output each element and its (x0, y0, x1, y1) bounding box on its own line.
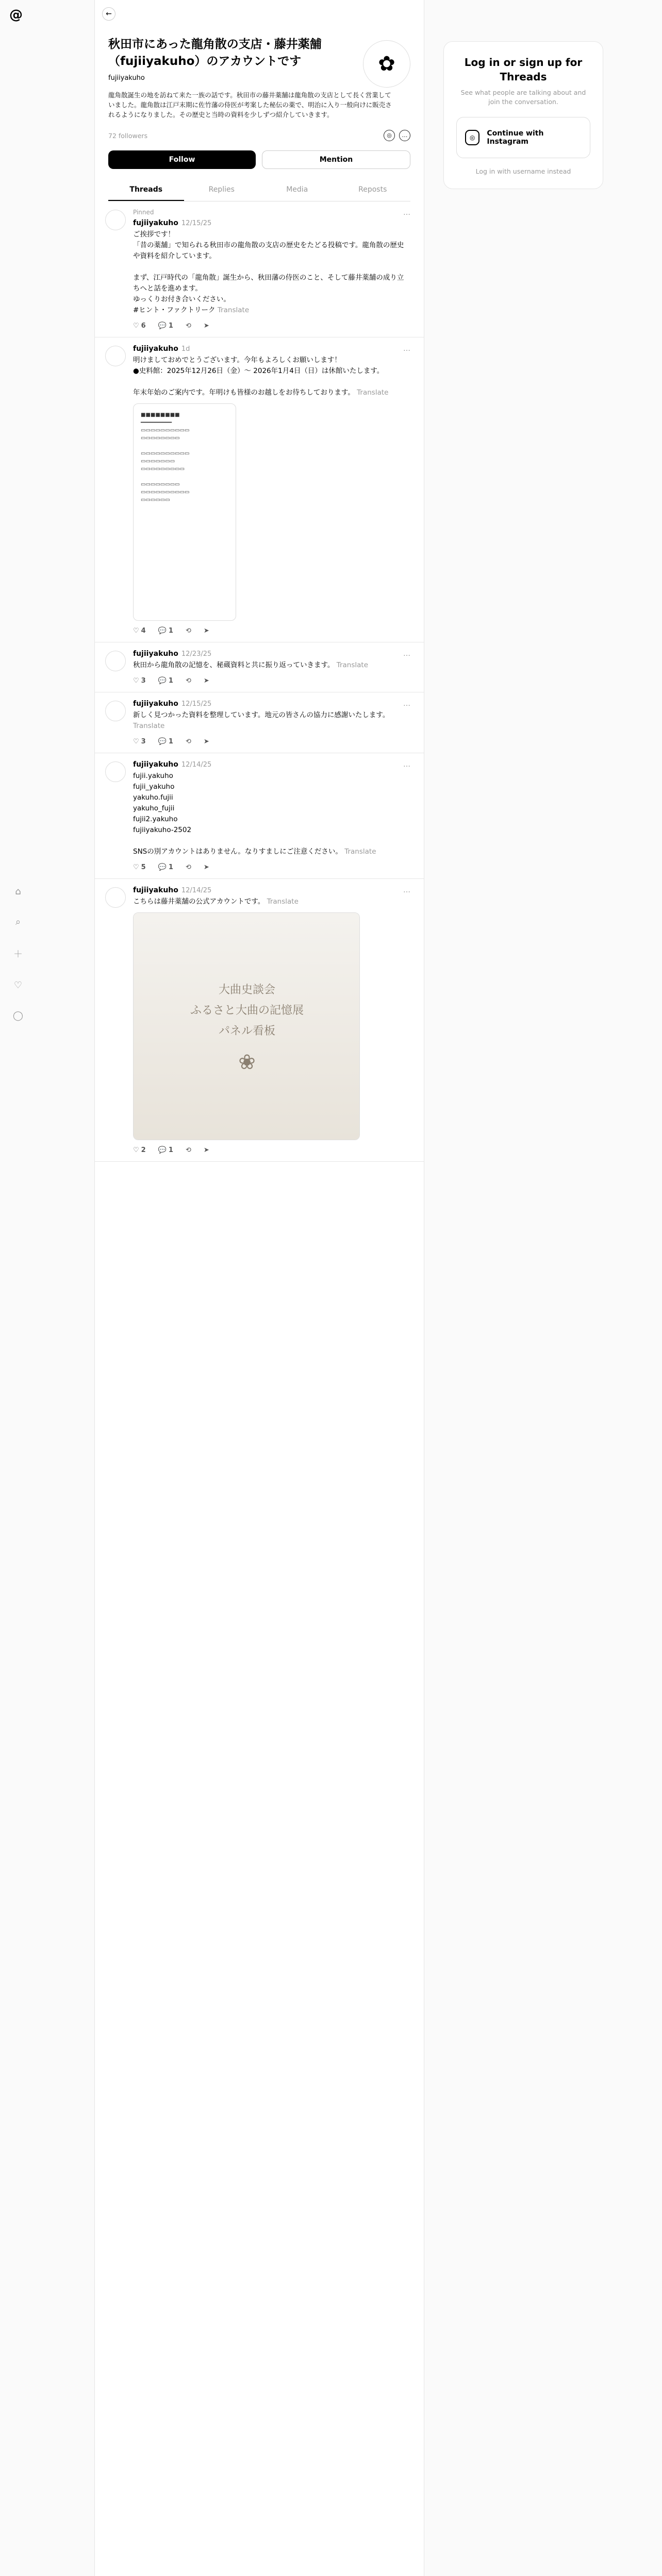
translate-link[interactable]: Translate (217, 306, 250, 314)
profile-header (95, 0, 424, 201)
post[interactable] (95, 692, 424, 753)
reply-count: 1 (168, 677, 173, 685)
reply-count: 1 (168, 863, 173, 871)
flower-icon: ❀ (238, 1050, 256, 1074)
post-date: 12/14/25 (181, 761, 212, 769)
like-button[interactable]: ♡ 3 (133, 677, 146, 685)
repost-icon[interactable]: ⟲ (185, 738, 191, 745)
reply-button[interactable]: 💬 1 (158, 863, 173, 871)
like-button[interactable]: ♡ 3 (133, 738, 146, 745)
post-avatar[interactable] (105, 761, 126, 782)
post-author[interactable] (133, 345, 410, 353)
post-image[interactable] (133, 912, 360, 1140)
post-date: 1d (181, 345, 190, 353)
tab-threads[interactable]: Threads (108, 179, 184, 201)
panel-line-3: パネル看板 (218, 1025, 275, 1038)
pinned-label: Pinned (133, 209, 154, 216)
profile-icons (379, 130, 410, 141)
translate-link[interactable]: Translate (344, 848, 376, 856)
like-count: 6 (141, 322, 146, 330)
instagram-icon[interactable]: ◎ (384, 130, 395, 141)
follow-row (108, 130, 410, 141)
post-text (133, 710, 410, 732)
right-panel (443, 41, 603, 189)
post-text (133, 896, 410, 907)
post-author[interactable] (133, 219, 410, 227)
post[interactable] (95, 642, 424, 692)
more-icon[interactable]: … (403, 650, 410, 658)
post-username[interactable]: fujiiyakuho (133, 650, 178, 658)
reply-button[interactable]: 💬 1 (158, 738, 173, 745)
login-title: Log in or sign up for Threads (464, 56, 583, 83)
post-actions (133, 627, 410, 635)
post-avatar[interactable] (105, 887, 126, 908)
post[interactable] (95, 879, 424, 1162)
post-text (133, 355, 410, 398)
post-author[interactable] (133, 760, 410, 769)
translate-link[interactable]: Translate (336, 661, 369, 669)
repost-icon[interactable]: ⟲ (185, 322, 191, 330)
post[interactable] (95, 753, 424, 879)
post-date: 12/15/25 (181, 219, 212, 227)
post-actions (133, 677, 410, 685)
post-body: 秋田から龍角散の記憶を、秘蔵資料と共に振り返っていきます。 (133, 661, 335, 669)
post-username[interactable]: fujiiyakuho (133, 345, 178, 353)
instagram-icon: ◎ (465, 130, 479, 145)
post-author[interactable] (133, 886, 410, 894)
create-icon[interactable]: ＋ (13, 949, 23, 960)
like-count: 3 (141, 677, 146, 685)
post-text (133, 660, 410, 671)
post-text (133, 771, 410, 857)
post-actions (133, 322, 410, 330)
post-avatar[interactable] (105, 701, 126, 721)
post-actions (133, 863, 410, 871)
threads-logo-icon[interactable]: @ (9, 7, 23, 23)
post-body: fujii.yakuho fujii_yakuho yakuho.fujii yakuho_fujii fujii2.yakuho fujiiyakuho-2502 SNSの別アカウントはありません。なりすましにご注意ください。 (133, 772, 342, 856)
like-button[interactable]: ♡ 6 (133, 322, 146, 330)
reply-button[interactable]: 💬 1 (158, 677, 173, 685)
reply-button[interactable]: 💬 1 (158, 322, 173, 330)
post[interactable] (95, 337, 424, 642)
more-icon[interactable]: … (403, 700, 410, 708)
post[interactable] (95, 201, 424, 337)
follow-button[interactable]: Follow (108, 150, 256, 169)
share-icon[interactable]: ➤ (203, 677, 209, 685)
back-button[interactable]: ← (102, 7, 115, 21)
login-card (443, 41, 603, 189)
post-date: 12/15/25 (181, 700, 212, 708)
profile-feed (94, 0, 424, 2576)
post-actions (133, 738, 410, 745)
profile-handle: fujiiyakuho (108, 74, 145, 82)
more-icon[interactable]: … (403, 209, 410, 217)
like-button[interactable]: ♡ 4 (133, 627, 146, 635)
share-icon[interactable]: ➤ (203, 627, 209, 635)
notice-image: ■■■■■■■■ ━━━━━━━━━━ ▭▭▭▭▭▭▭▭▭▭ ▭▭▭▭▭▭▭▭ ▭▭▭▭▭▭▭▭▭▭ ▭▭▭▭▭▭▭ ▭▭▭▭▭▭▭▭▭ ▭▭▭▭▭▭▭▭ ▭▭▭▭▭▭▭▭▭▭ ▭▭▭▭▭▭ (141, 412, 190, 503)
action-row (108, 150, 410, 169)
more-icon[interactable]: … (403, 345, 410, 353)
post-avatar[interactable] (105, 210, 126, 230)
reply-count: 1 (168, 1146, 173, 1154)
profile-bio: 龍角散誕生の地を訪ねて来た一族の話です。秋田市の藤井薬舗は龍角散の支店として長く営業していました。龍角散は江戸末期に佐竹藩の侍医が考案した秘伝の薬で、明治に入り一般向けに販売されるようになりました。その歴史と当時の資料を少しずつ紹介していきます。 (108, 91, 392, 118)
post-text (133, 229, 410, 316)
post-username[interactable]: fujiiyakuho (133, 886, 178, 894)
reply-button[interactable]: 💬 1 (158, 627, 173, 635)
more-icon[interactable]: … (403, 760, 410, 769)
translate-link[interactable]: Translate (133, 722, 165, 730)
reply-button[interactable]: 💬 1 (158, 1146, 173, 1154)
like-count: 3 (141, 738, 146, 745)
panel-line-1: 大曲史談会 (218, 984, 275, 996)
share-icon[interactable]: ➤ (203, 738, 209, 745)
avatar: ✿ (363, 40, 410, 88)
post-username[interactable]: fujiiyakuho (133, 700, 178, 708)
instagram-login-button[interactable] (456, 117, 590, 158)
panel-image (134, 913, 360, 1140)
tab-reposts[interactable]: Reposts (358, 185, 387, 194)
post-body: こちらは藤井薬舗の公式アカウントです。 (133, 897, 265, 906)
post-avatar[interactable] (105, 651, 126, 671)
activity-icon[interactable]: ♡ (13, 980, 23, 991)
repost-icon[interactable]: ⟲ (185, 1146, 191, 1154)
repost-icon[interactable]: ⟲ (185, 627, 191, 635)
followers-count[interactable]: 72 followers (108, 131, 148, 140)
post-username[interactable]: fujiiyakuho (133, 760, 178, 769)
login-subtitle: See what people are talking about and join the conversation. (460, 89, 586, 106)
panel-line-2: ふるさと大曲の記憶展 (190, 1004, 304, 1017)
post-actions (133, 1146, 410, 1154)
share-icon[interactable]: ➤ (203, 322, 209, 330)
post-date: 12/23/25 (181, 650, 212, 658)
like-button[interactable]: ♡ 2 (133, 1146, 146, 1154)
translate-link[interactable]: Translate (267, 897, 299, 906)
translate-link[interactable]: Translate (357, 388, 389, 397)
share-icon[interactable]: ➤ (203, 863, 209, 871)
post-author[interactable] (133, 650, 410, 658)
more-icon[interactable]: … (399, 130, 410, 141)
post-author[interactable] (133, 700, 410, 708)
post-body: 明けましておめでとうございます。今年もよろしくお願いします！ ●史料館：2025年12月26日（金）〜 2026年1月4日（日）は休館いたします。 年末年始のご案内です。年明けも皆様のお越しをお待ちしております。 (133, 356, 384, 397)
tab-replies[interactable]: Replies (208, 185, 235, 194)
post-date: 12/14/25 (181, 887, 212, 894)
share-icon[interactable]: ➤ (203, 1146, 209, 1154)
like-count: 4 (141, 627, 146, 635)
home-icon[interactable]: ⌂ (15, 886, 21, 897)
like-count: 5 (141, 863, 146, 871)
reply-count: 1 (168, 322, 173, 330)
reply-count: 1 (168, 627, 173, 635)
profile-tabs (108, 179, 410, 201)
left-nav (10, 886, 26, 1041)
like-button[interactable]: ♡ 5 (133, 863, 146, 871)
instagram-login-label: Continue with Instagram (487, 129, 544, 146)
like-count: 2 (141, 1146, 146, 1154)
post-body: ご挨拶です！ 「昔の薬舗」で知られる秋田市の龍角散の支店の歴史をたどる投稿です。龍角散の歴史や資料を紹介しています。 まず、江戸時代の「龍角散」誕生から、秋田藩の侍医のこと、そして藤井薬舗の成り立ちへと話を進めます。 ゆっくりお付き合いください。 #ヒント・ファクトリーク (133, 230, 404, 314)
post-username[interactable]: fujiiyakuho (133, 219, 178, 227)
repost-icon[interactable]: ⟲ (185, 863, 191, 871)
profile-name: 秋田市にあった龍角散の支店・藤井薬舗（fujiiyakuho）のアカウントです (108, 38, 322, 68)
tab-media[interactable]: Media (286, 185, 308, 194)
mention-button[interactable]: Mention (262, 150, 410, 169)
profile-icon[interactable]: ◯ (12, 1010, 24, 1021)
repost-icon[interactable]: ⟲ (185, 677, 191, 685)
reply-count: 1 (168, 738, 173, 745)
post-avatar[interactable] (105, 346, 126, 366)
more-icon[interactable]: … (403, 886, 410, 894)
username-login-link[interactable]: Log in with username instead (475, 167, 571, 175)
post-image[interactable] (133, 403, 236, 621)
search-icon[interactable]: ⌕ (15, 917, 21, 927)
post-body: 新しく見つかった資料を整理しています。地元の皆さんの協力に感謝いたします。 (133, 711, 390, 719)
